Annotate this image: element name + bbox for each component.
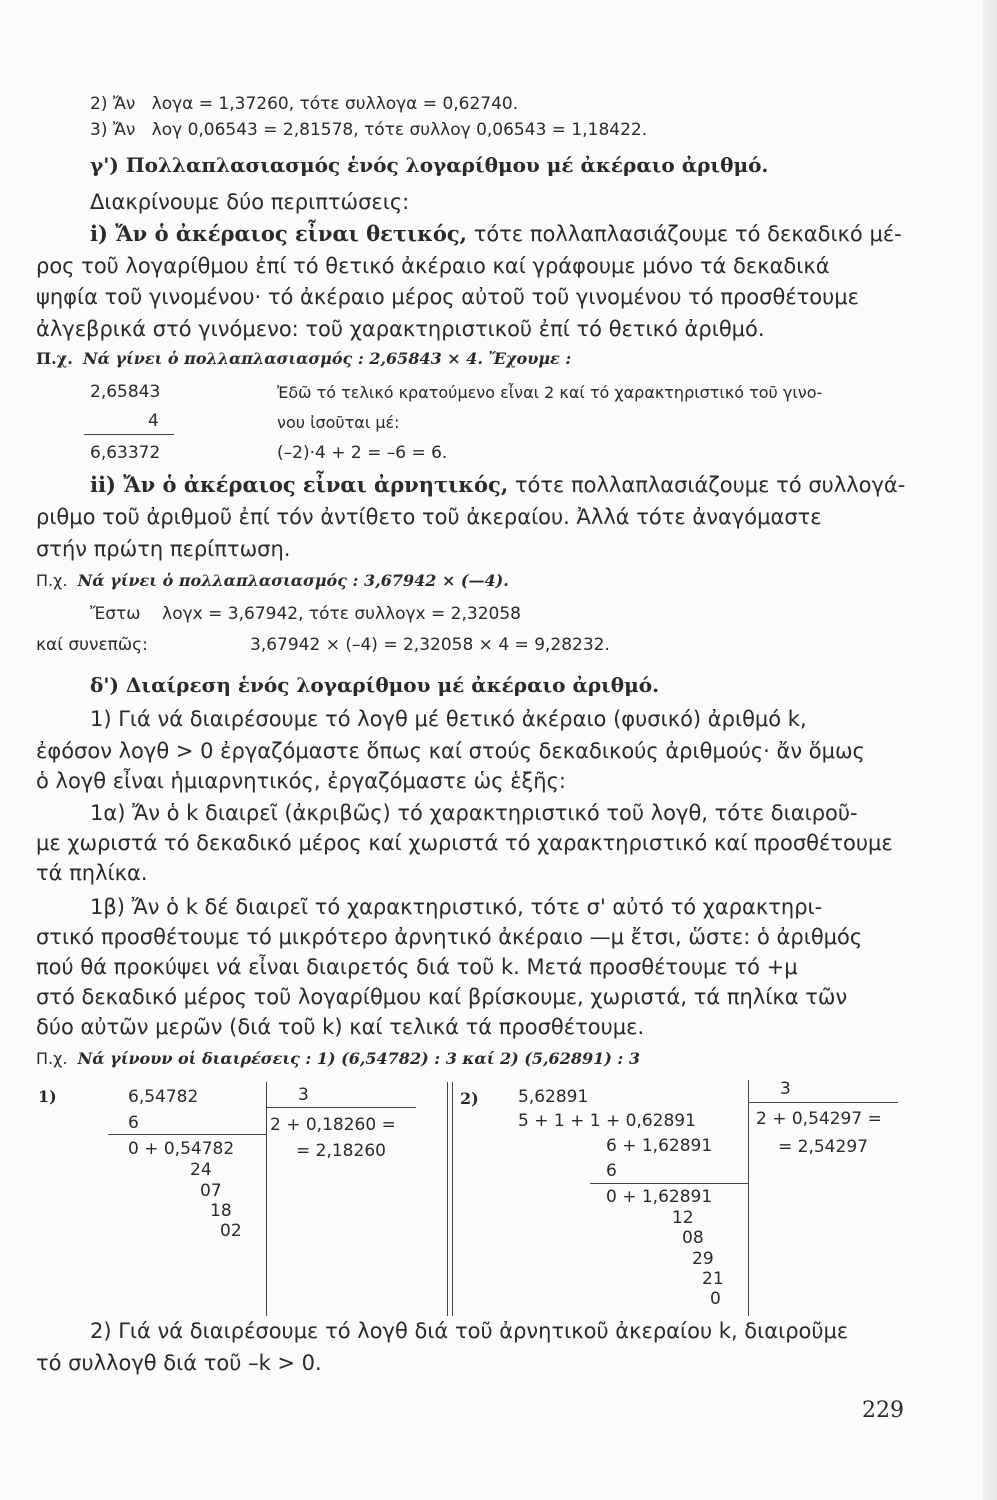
division-1-dividend: 6,54782 bbox=[128, 1087, 199, 1107]
division-2-step-5: 0 bbox=[710, 1289, 721, 1309]
division-1b-line-3: πού θά προκύψει νά εἶναι διαιρετός διά τοῦ k. Μετά προσθέτουμε τό +μ bbox=[36, 955, 798, 979]
division-1-step-4: 02 bbox=[220, 1221, 242, 1241]
division-example-px: Π.χ. bbox=[36, 1049, 68, 1068]
example-2 bbox=[90, 91, 518, 117]
division-1b-line-5: δύο αὐτῶν μερῶν (διά τοῦ k) καί τελικά τά προσθέτουμε. bbox=[36, 1015, 645, 1039]
example-ii-esto: Ἔστω bbox=[90, 604, 141, 624]
example-i-prompt-text: Νά γίνει ὁ πολλαπλασιασμός : 2,65843 × 4. Ἔχουμε : bbox=[82, 349, 572, 368]
division-2-remainder: 0 + 1,62891 bbox=[606, 1187, 713, 1207]
page-edge bbox=[983, 0, 997, 1500]
division-1-rule-right bbox=[266, 1107, 416, 1108]
division-2-dividend: 5,62891 bbox=[518, 1087, 589, 1107]
example-ii-equation-2: 3,67942 × (–4) = 2,32058 × 4 = 9,28232. bbox=[250, 635, 610, 655]
division-2-quotient-1: 2 + 0,54297 = bbox=[756, 1109, 882, 1129]
section-delta-heading: δ') Διαίρεση ἑνός λογαρίθμου μέ ἀκέραιο ἀριθμό. bbox=[90, 673, 660, 697]
division-1-step-3: 18 bbox=[210, 1201, 232, 1221]
division-1-quotient-1: 2 + 0,18260 = bbox=[270, 1115, 396, 1135]
division-example-prompt-text: Νά γίνουν οἱ διαιρέσεις : 1) (6,54782) : 3 καί 2) (5,62891) : 3 bbox=[77, 1049, 640, 1068]
division-2-subtotal: 6 + 1,62891 bbox=[606, 1136, 713, 1156]
division-separator-2 bbox=[452, 1082, 453, 1316]
division-1-remainder: 0 + 0,54782 bbox=[128, 1139, 235, 1159]
division-1-bar bbox=[266, 1082, 267, 1316]
example-i-prompt bbox=[36, 346, 571, 372]
paragraph-distinguish: Διακρίνουμε δύο περιπτώσεις: bbox=[90, 190, 410, 214]
division-example-prompt bbox=[36, 1046, 640, 1072]
example-i-px: Π.χ. bbox=[36, 349, 73, 368]
example-ii-prompt bbox=[36, 568, 509, 594]
division-2-subtract: 6 bbox=[606, 1161, 617, 1181]
example-i-number-1: 2,65843 bbox=[90, 382, 161, 402]
division-1-step-2: 07 bbox=[200, 1181, 222, 1201]
example-ii-px: Π.χ. bbox=[36, 571, 68, 590]
division-2-divisor: 3 bbox=[780, 1079, 791, 1099]
division-separator-1 bbox=[447, 1082, 448, 1316]
division-2-quotient-2: = 2,54297 bbox=[778, 1137, 868, 1157]
case-i-lead: i) Ἄν ὁ ἀκέραιος εἶναι θετικός, bbox=[90, 221, 467, 246]
section-gamma-heading: γ') Πολλαπλασιασμός ἑνός λογαρίθμου μέ ἀκέραιο ἀριθμό. bbox=[90, 153, 769, 177]
case-ii-line-3: στήν πρώτη περίπτωση. bbox=[36, 537, 291, 561]
example-ii-line-1 bbox=[90, 601, 521, 627]
division-1-line-2: ἐφόσον λογθ > 0 ἐργαζόμαστε ὅπως καί στούς δεκαδικούς ἀριθμούς· ἄν ὅμως bbox=[36, 739, 865, 763]
example-i-note-2: νου ἰσοῦται μέ: bbox=[277, 413, 400, 432]
case-i-line-4: ἀλγεβρικά στό γινόμενο: τοῦ χαρακτηριστικοῦ ἐπί τό θετικό ἀριθμό. bbox=[36, 317, 765, 341]
division-1b-line-4: στό δεκαδικό μέρος τοῦ λογαρίθμου καί βρίσκουμε, χωριστά, τά πηλίκα τῶν bbox=[36, 985, 848, 1009]
division-1-subtract: 6 bbox=[128, 1113, 139, 1133]
example-i-note-1: Ἐδῶ τό τελικό κρατούμενο εἶναι 2 καί τό χαρακτηριστικό τοῦ γινο- bbox=[277, 383, 823, 402]
division-1b-line-2: στικό προσθέτουμε τό μικρότερο ἀρνητικό ἀκέραιο —μ ἔτσι, ὥστε: ὁ ἀριθμός bbox=[36, 925, 863, 949]
example-ii-equation-1: λογx = 3,67942, τότε συλλογx = 2,32058 bbox=[162, 604, 521, 624]
division-1-quotient-2: = 2,18260 bbox=[296, 1141, 386, 1161]
division-2-step-1: 12 bbox=[672, 1208, 694, 1228]
example-i-rule bbox=[84, 434, 174, 435]
example-3-text: λογ 0,06543 = 2,81578, τότε συλλογ 0,06543 = 1,18422. bbox=[151, 120, 648, 140]
division-1-line-1: 1) Γιά νά διαιρέσουμε τό λογθ μέ θετικό ἀκέραιο (φυσικό) ἀριθμό k, bbox=[90, 707, 807, 731]
case-ii-lead: ii) Ἄν ὁ ἀκέραιος εἶναι ἀρνητικός, bbox=[90, 472, 509, 497]
division-1b-line-1: 1β) Ἄν ὁ k δέ διαιρεῖ τό χαρακτηριστικό, τότε σ' αὐτό τό χαρακτηρι- bbox=[90, 895, 823, 919]
division-2-step-4: 21 bbox=[702, 1269, 724, 1289]
case-i-line-3: ψηφία τοῦ γινομένου· τό ἀκέραιο μέρος αὐτοῦ τοῦ γινομένου τό προσθέτουμε bbox=[36, 285, 859, 309]
division-2-step-2: 08 bbox=[682, 1228, 704, 1248]
division-2-expansion: 5 + 1 + 1 + 0,62891 bbox=[518, 1111, 696, 1131]
example-3 bbox=[90, 117, 647, 143]
case-ii-line-2: ριθμο τοῦ ἀριθμοῦ ἐπί τόν ἀντίθετο τοῦ ἀκεραίου. Ἀλλά τότε ἀναγόμαστε bbox=[36, 505, 822, 529]
case-i-line-2: ρος τοῦ λογαρίθμου ἐπί τό θετικό ἀκέραιο καί γράφουμε μόνο τά δεκαδικά bbox=[36, 254, 830, 278]
example-ii-prompt-text: Νά γίνει ὁ πολλαπλασιασμός : 3,67942 × (—4). bbox=[77, 571, 509, 590]
case-i-line-1 bbox=[90, 221, 902, 247]
division-1-step-1: 24 bbox=[190, 1160, 212, 1180]
example-ii-line-2 bbox=[36, 632, 148, 658]
division-2-text-line-2: τό συλλογθ διά τοῦ –k > 0. bbox=[36, 1351, 322, 1375]
division-1-line-3: ὁ λογθ εἶναι ἡμιαρνητικός, ἐργαζόμαστε ὡς ἑξῆς: bbox=[36, 769, 566, 793]
division-2-label: 2) bbox=[460, 1089, 479, 1108]
division-1-divisor: 3 bbox=[298, 1085, 309, 1105]
division-2-bar bbox=[748, 1080, 749, 1316]
division-1a-line-1: 1α) Ἄν ὁ k διαιρεῖ (ἀκριβῶς) τό χαρακτηριστικό τοῦ λογθ, τότε διαιροῦ- bbox=[90, 801, 858, 825]
example-i-number-2: 4 bbox=[148, 411, 159, 431]
division-1-label: 1) bbox=[38, 1087, 57, 1106]
division-2-text-line-1: 2) Γιά νά διαιρέσουμε τό λογθ διά τοῦ ἀρνητικοῦ ἀκεραίου k, διαιροῦμε bbox=[90, 1319, 849, 1343]
example-ii-consequently: καί συνεπῶς: bbox=[36, 635, 148, 655]
example-i-note-3: (–2)·4 + 2 = –6 = 6. bbox=[277, 443, 448, 463]
example-i-result: 6,63372 bbox=[90, 443, 161, 463]
case-ii-line-1 bbox=[90, 472, 905, 498]
division-1a-line-3: τά πηλίκα. bbox=[36, 861, 148, 885]
example-3-label: 3) Ἄν bbox=[90, 120, 136, 140]
page-number: 229 bbox=[862, 1398, 904, 1423]
example-2-label: 2) Ἄν bbox=[90, 94, 136, 114]
example-2-text: λογα = 1,37260, τότε συλλογα = 0,62740. bbox=[151, 94, 519, 114]
case-ii-text-1: τότε πολλαπλασιάζουμε τό συλλογά- bbox=[514, 473, 906, 497]
case-i-text-1: τότε πολλαπλασιάζουμε τό δεκαδικό μέ- bbox=[473, 222, 902, 246]
division-2-step-3: 29 bbox=[692, 1249, 714, 1269]
division-2-rule-right bbox=[748, 1102, 898, 1103]
division-1-rule-left bbox=[108, 1134, 266, 1135]
division-1a-line-2: με χωριστά τό δεκαδικό μέρος καί χωριστά τό χαρακτηριστικό καί προσθέτουμε bbox=[36, 831, 893, 855]
